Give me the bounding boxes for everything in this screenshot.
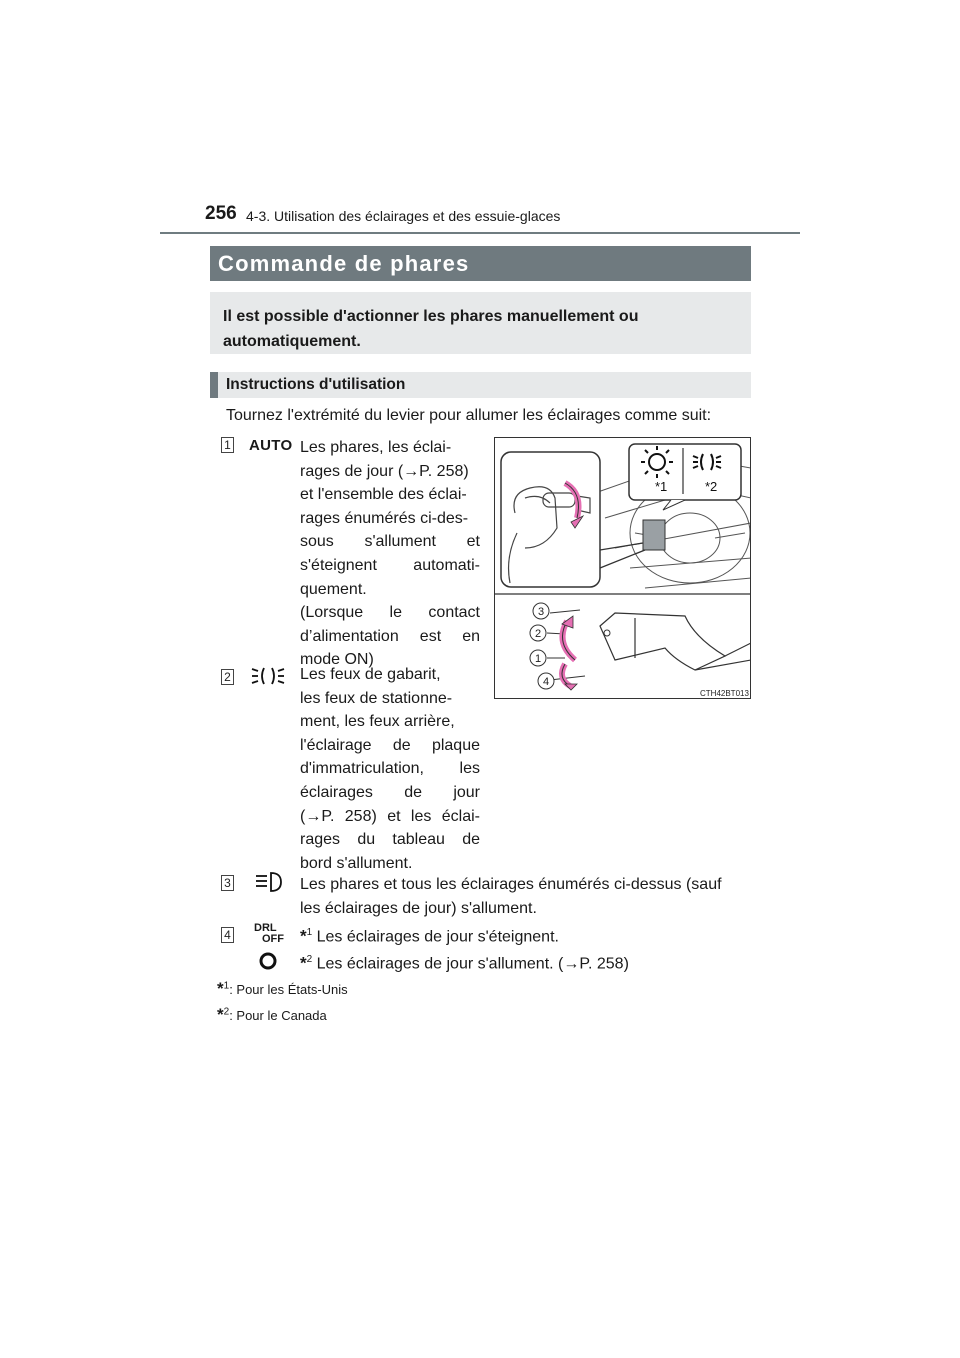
figure-mark-1: *1 [655, 479, 668, 494]
lead-text: Tournez l'extrémité du levier pour allumer les éclairages comme suit: [226, 407, 712, 424]
page-number: 256 [205, 203, 237, 224]
headlight-switch-figure [494, 437, 751, 699]
item-1-description: Les phares, les éclai- rages de jour (→P. 258) et l'ensemble des éclai- rages énumérés ci-des- sous s'allument et s'éteignent automati- quement. (Lorsque le contact d’alimentation est en mode ON) [300, 439, 480, 669]
drl-off-icon: DRL OFF [254, 922, 284, 945]
off-position-icon [258, 951, 278, 971]
item-number: 3 [221, 875, 234, 891]
parking-lights-icon [250, 664, 286, 688]
item-4-line-2: *$^2$ Les éclairages de jour s'allument. (→P. 258) [300, 953, 629, 973]
figure-code: CTH42BT013 [700, 689, 749, 698]
subheading: Instructions d'utilisation [226, 376, 406, 393]
figure-illustration [495, 438, 751, 699]
headlight-icon [253, 870, 283, 894]
item-number: 4 [221, 927, 234, 943]
callout-4: 4 [542, 676, 550, 688]
callout-1: 1 [534, 653, 542, 665]
footnote-1: *$^1$: Pour les États-Unis [217, 979, 348, 998]
intro-text: Il est possible d'actionner les phares manuellement ou automatiquement. [223, 308, 639, 350]
intro-box [210, 292, 751, 354]
header-divider [160, 232, 800, 234]
item-number: 1 [221, 437, 234, 453]
item-number: 2 [221, 669, 234, 685]
page-title: Commande de phares [218, 251, 470, 276]
section-title-bar [210, 246, 751, 281]
footnote-2: *$^2$: Pour le Canada [217, 1005, 327, 1024]
item-3-description: Les phares et tous les éclairages énumérés ci-dessus (sauf les éclairages de jour) s'allument. [300, 876, 722, 917]
subheading-bar [210, 372, 751, 398]
callout-3: 3 [537, 606, 545, 618]
item-2-description: Les feux de gabarit, les feux de stationne- ment, les feux arrière, l'éclairage de plaque d'immatriculation, les éclairages de jour (→P. 258) et les éclai- rages du tableau de bord s'allument. [300, 666, 480, 872]
callout-2: 2 [534, 628, 542, 640]
item-4-line-1: *$^1$ Les éclairages de jour s'éteignent. [300, 926, 559, 946]
auto-mode-icon: AUTO [249, 437, 293, 454]
section-breadcrumb: 4-3. Utilisation des éclairages et des essuie-glaces [246, 208, 561, 224]
figure-mark-2: *2 [705, 479, 718, 494]
